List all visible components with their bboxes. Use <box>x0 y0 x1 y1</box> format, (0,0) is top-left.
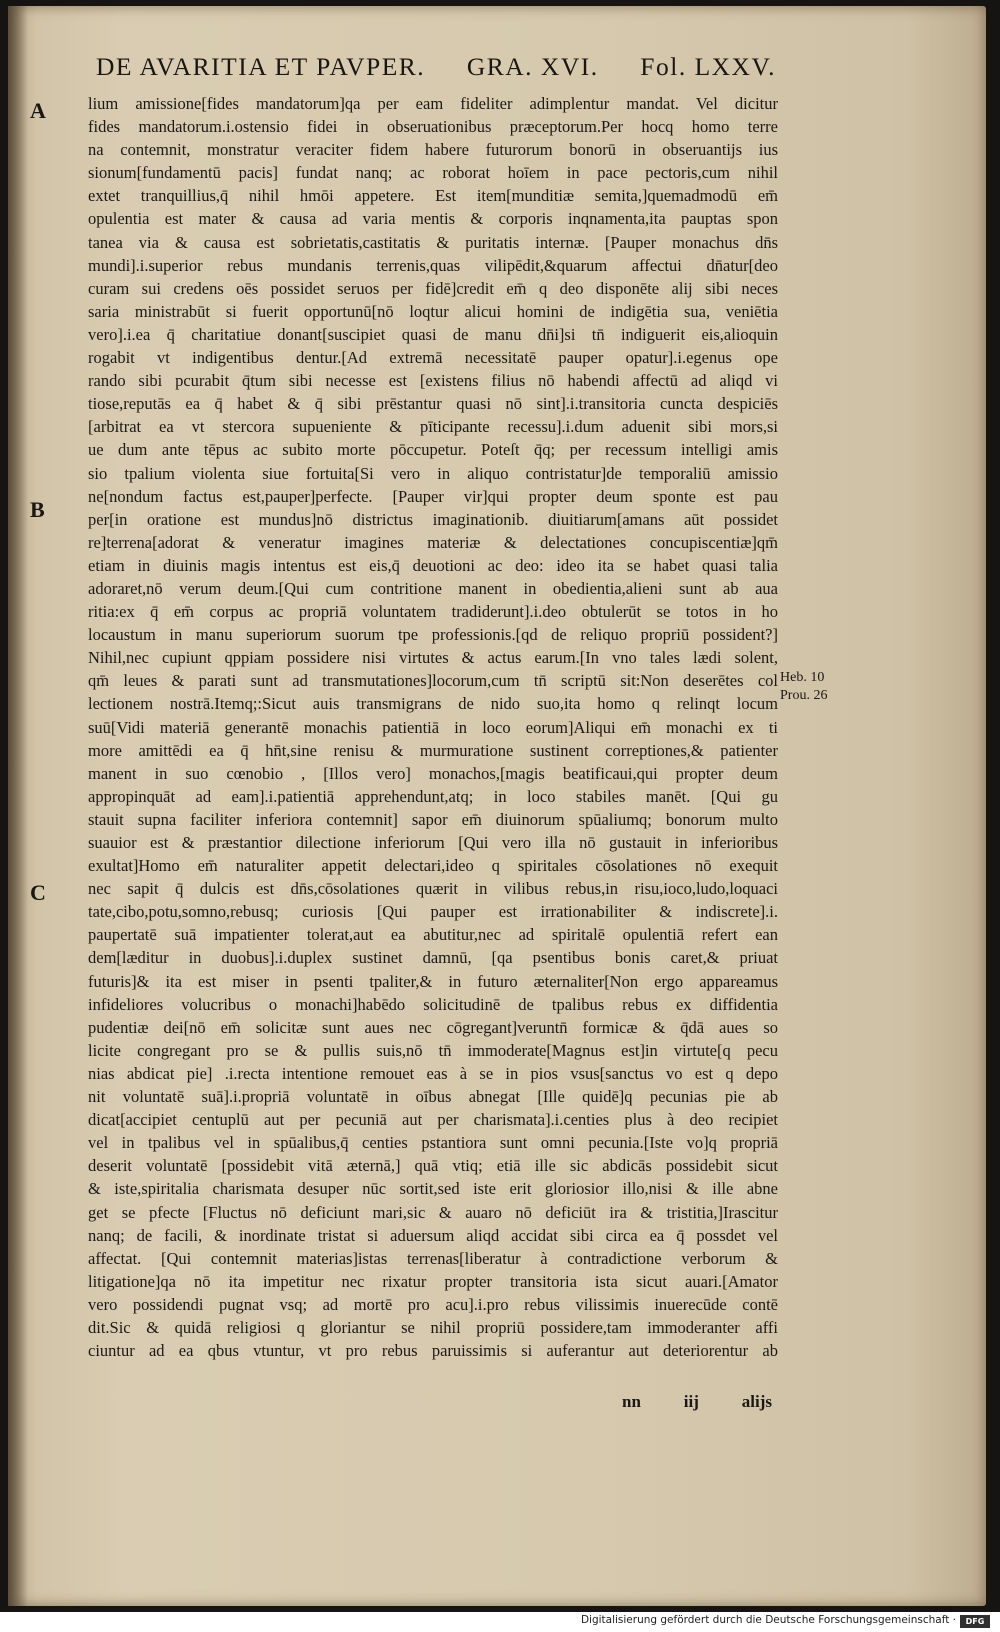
signature-numeral: iij <box>683 1392 699 1411</box>
text-line: tate,cibo,potu,somno,rebusq; curiosis [Qui pauper est irrationabiliter & indiscrete].i. <box>88 902 778 922</box>
signature-mark: nn <box>622 1392 641 1411</box>
text-line: exultat]Homo em̄ naturaliter appetit delectari,ideo q spiritales cōsolationes nō exequit <box>88 856 778 876</box>
dfg-logo: DFG <box>960 1615 990 1628</box>
text-line: adoraret,nō verum deum.[Qui cum contritione manent in obedientia,alieni sunt ab aua <box>88 578 778 598</box>
text-line: tiose,reputās ea q̄ habet & q̄ sibi prēstantur quasi nō sint].i.transitoria cuncta despiciēs <box>88 394 778 414</box>
text-line: rando sibi pcurabit q̄tum sibi necesse est [existens filius nō habendi affectū ad aliqd vi <box>88 371 778 391</box>
catchword: alijs <box>741 1392 772 1411</box>
running-header <box>96 52 776 82</box>
text-line: appropinquāt ad eam].i.patientiā apprehendunt,atq; in loco stabiles manēt. [Qui gu <box>88 786 778 806</box>
text-line: tanea via & causa est sobrietatis,castitatis & puritatis internæ. [Pauper monachus dn̄s <box>88 232 778 252</box>
text-line: fides mandatorum.i.ostensio fidei in obseruationibus præceptorum.Per hocq homo terre <box>88 117 778 137</box>
text-line: more amittēdi ea q̄ hn̄t,sine renisu & murmuratione sustinent correptiones,& patienter <box>88 740 778 760</box>
margin-letter-a: A <box>30 98 46 123</box>
text-line: manent in suo cœnobio , [Illos vero] monachos,[magis beatificaui,qui propter deum <box>88 763 778 783</box>
text-line: vero].i.ea q̄ charitatiue donant[suscipiet quasi de manu dn̄i]si tn̄ indiguerit eis,alioquin <box>88 324 778 344</box>
margin-note-proverbs: Prou. 26 <box>780 688 828 703</box>
text-line: saria ministrabūt si fuerit opportunū[nō loqtur alicui homini de indigētia sua, veniētia <box>88 301 778 321</box>
text-line: ne[nondum factus est,pauper]perfecte. [Pauper vir]qui propter deum sponte est pau <box>88 486 778 506</box>
text-line: futuris]& ita est miser in psenti tpaliter,& in futuro æternaliter[Non ergo appareamus <box>88 971 778 991</box>
text-line: vel in tpalibus vel in spūalibus,q̄ centies pstantiora sunt omni pecunia.[Iste vo]q propriā <box>88 1133 778 1153</box>
text-line: extet tranquillius,q̄ nihil hmōi appetere. Est item[munditiæ semita,]quemadmodū em̄ <box>88 186 778 206</box>
text-line: suauior est & præstantior dilectione inferiorum [Qui vero illa nō gustauit in inferioribus <box>88 833 778 852</box>
text-line: curam sui credens oēs possidet seruos per fidē]credit em̄ q deo disponēte alij sibi neces <box>88 278 778 298</box>
text-line: lium amissione[fides mandatorum]qa per eam fideliter adimplentur mandat. Vel dicitur <box>88 94 778 113</box>
text-line: nit voluntatē suā].i.propriā voluntatē in oībus abnegat [Ille quidē]q pecunias pie ab <box>88 1087 778 1107</box>
text-line: opulentia est mater & causa ad varia mentis & corporis inqnamenta,ita pauptas spon <box>88 209 778 229</box>
text-line: locaustum in manu superiorum suorum tpe professionis.[qd de reliquo propriū possident?] <box>88 625 778 645</box>
page-gutter-shadow <box>8 6 28 1606</box>
text-line: qm̄ leues & parati sunt ad transmutationes]locorum,cum tn̄ scriptū sit:Non deserētes col <box>88 671 778 691</box>
text-line: infideliores volucribus o monachi]habēdo solicitudinē de tpalibus rebus ex diffidentia <box>88 994 778 1014</box>
signature-line <box>622 1392 772 1412</box>
text-line: suū[Vidi materiā generantē monachis patientiā in loco eorum]Aliqui em̄ monachi ex ti <box>88 717 778 737</box>
text-line: dem[læditur in duobus].i.duplex sustinet damnū, [qa psentibus bonis caret,& priuat <box>88 948 778 968</box>
text-line: & iste,spiritalia charismata desuper nūc sortit,sed iste erit gloriosior illo,nisi & ille abne <box>88 1179 778 1199</box>
text-line: nias abdicat pie] .i.recta intentione remouet eas à se in pios vsus[sanctus vo est q depo <box>88 1063 778 1083</box>
text-line: sionum[fundamentū pacis] fundat nanq; ac roborat hoīem in pace pectoris,cum nihil <box>88 163 778 183</box>
body-text <box>88 92 778 1362</box>
text-line: Nihil,nec cupiunt qppiam possidere nisi virtutes & actus earum.[In vno tales lædi solent, <box>88 648 778 668</box>
text-line: ritia:ex q̄ em̄ corpus ac propriā voluntatem tradiderunt].i.deo obtulerūt se totos in ho <box>88 602 778 622</box>
text-line: mundi].i.superior rebus mundanis terrenis,quas vilipēdit,&quarum affectui dn̄atur[deo <box>88 255 778 275</box>
text-line: nanq; de facili, & inordinate tristat si aduersum aliqd accidat sibi circa ea q̄ possdet vel <box>88 1225 778 1245</box>
footer-bar <box>0 1612 1000 1632</box>
text-line: etiam in diuinis magis intentus est eis,q̄ deuotioni ac deo: ideo ita se habet quasi talia <box>88 555 778 575</box>
gradus-label: GRA. XVI. <box>466 52 599 81</box>
folio-number: Fol. LXXV. <box>640 52 776 81</box>
text-line: nec sapit q̄ dulcis est dn̄s,cōsolationes quærit in vilibus rebus,in risu,ioco,ludo,loquaci <box>88 879 778 899</box>
text-line: affectat. [Qui contemnit materias]istas terrenas[liberatur à contradictione verborum & <box>88 1248 778 1268</box>
running-title: DE AVARITIA ET PAVPER. <box>96 52 426 81</box>
text-line: lectionem nostrā.Itemq;:Sicut auis transmigrans de nido suo,ita homo q relinqt locum <box>88 694 778 714</box>
margin-note-hebrews: Heb. 10 <box>780 670 825 685</box>
text-line: rogabit vt indigentibus dentur.[Ad extremā necessitatē pauper opatur].i.egenus ope <box>88 348 778 368</box>
text-line: dicat[accipiet centuplū aut per pecuniā aut per charismata].i.centies plus à deo recipiet <box>88 1110 778 1130</box>
text-line: get se pfecte [Fluctus nō deficiunt mari,sic & auaro nō deficiūt ira & tristitia,]Irascitur <box>88 1202 778 1222</box>
text-line: ue dum ante tēpus ac subito morte pōccupetur. Poteſt q̄q; per recessum intelligi amis <box>88 440 778 460</box>
text-line: per[in oratione est mundus]nō districtus imaginationib. diuitiarum[amans aūt possidet <box>88 509 778 529</box>
text-line: stauit supna faciliter inferiora contemnit] sapor em̄ diuinorum spūaliumq; bonorum multo <box>88 809 778 829</box>
text-line: dit.Sic & quidā religiosi q gloriantur se nihil propriū possidere,tam immoderanter affi <box>88 1317 778 1337</box>
margin-letter-c: C <box>30 880 46 905</box>
text-line: vero possidendi pugnat vsq; ad mortē pro acu].i.pro rebus vilissimis inuerecūde contē <box>88 1294 778 1314</box>
text-line: re]terrena[adorat & veneratur imagines materiæ & delectationes concupiscentiæ]qm̄ <box>88 532 778 552</box>
footer-credit: Digitalisierung gefördert durch die Deutsche Forschungsgemeinschaft · <box>580 1614 956 1626</box>
text-line: sio tpalium violenta siue fortuita[Si vero in aliquo contristatur]de temporaliū amissio <box>88 463 778 483</box>
text-line: deserit voluntatē [possidebit vitā æternā,] quā vtiq; etiā ille sic abdicās possidebit sicut <box>88 1156 778 1176</box>
text-line: na contemnit, monstratur veraciter fidem habere futurorum bonorū in obseruantijs ius <box>88 140 778 160</box>
text-line: paupertatē suā impatienter tolerat,aut ea abutitur,nec ad spiritalē opulentiā refert ean <box>88 925 778 945</box>
text-line: ciuntur ad ea qbus vtuntur, vt pro rebus paruissimis si auferantur aut deteriorentur ab <box>88 1341 778 1361</box>
text-line: litigatione]qa nō ita impetitur nec rixatur propter transitoria ista sicut auari.[Amator <box>88 1271 778 1291</box>
text-line: pudentiæ dei[nō em̄ solicitæ sunt aues nec cōgregant]veruntn̄ formicæ & q̄dā aues so <box>88 1017 778 1037</box>
text-line: [arbitrat ea vt stercora supueniente & pīticipante recessu].i.dum aduenit sibi mors,si <box>88 417 778 437</box>
margin-letter-b: B <box>30 497 45 522</box>
text-line: licite congregant pro se & pullis suis,nō tn̄ immoderate[Magnus est]in virtute[q pecu <box>88 1040 778 1060</box>
